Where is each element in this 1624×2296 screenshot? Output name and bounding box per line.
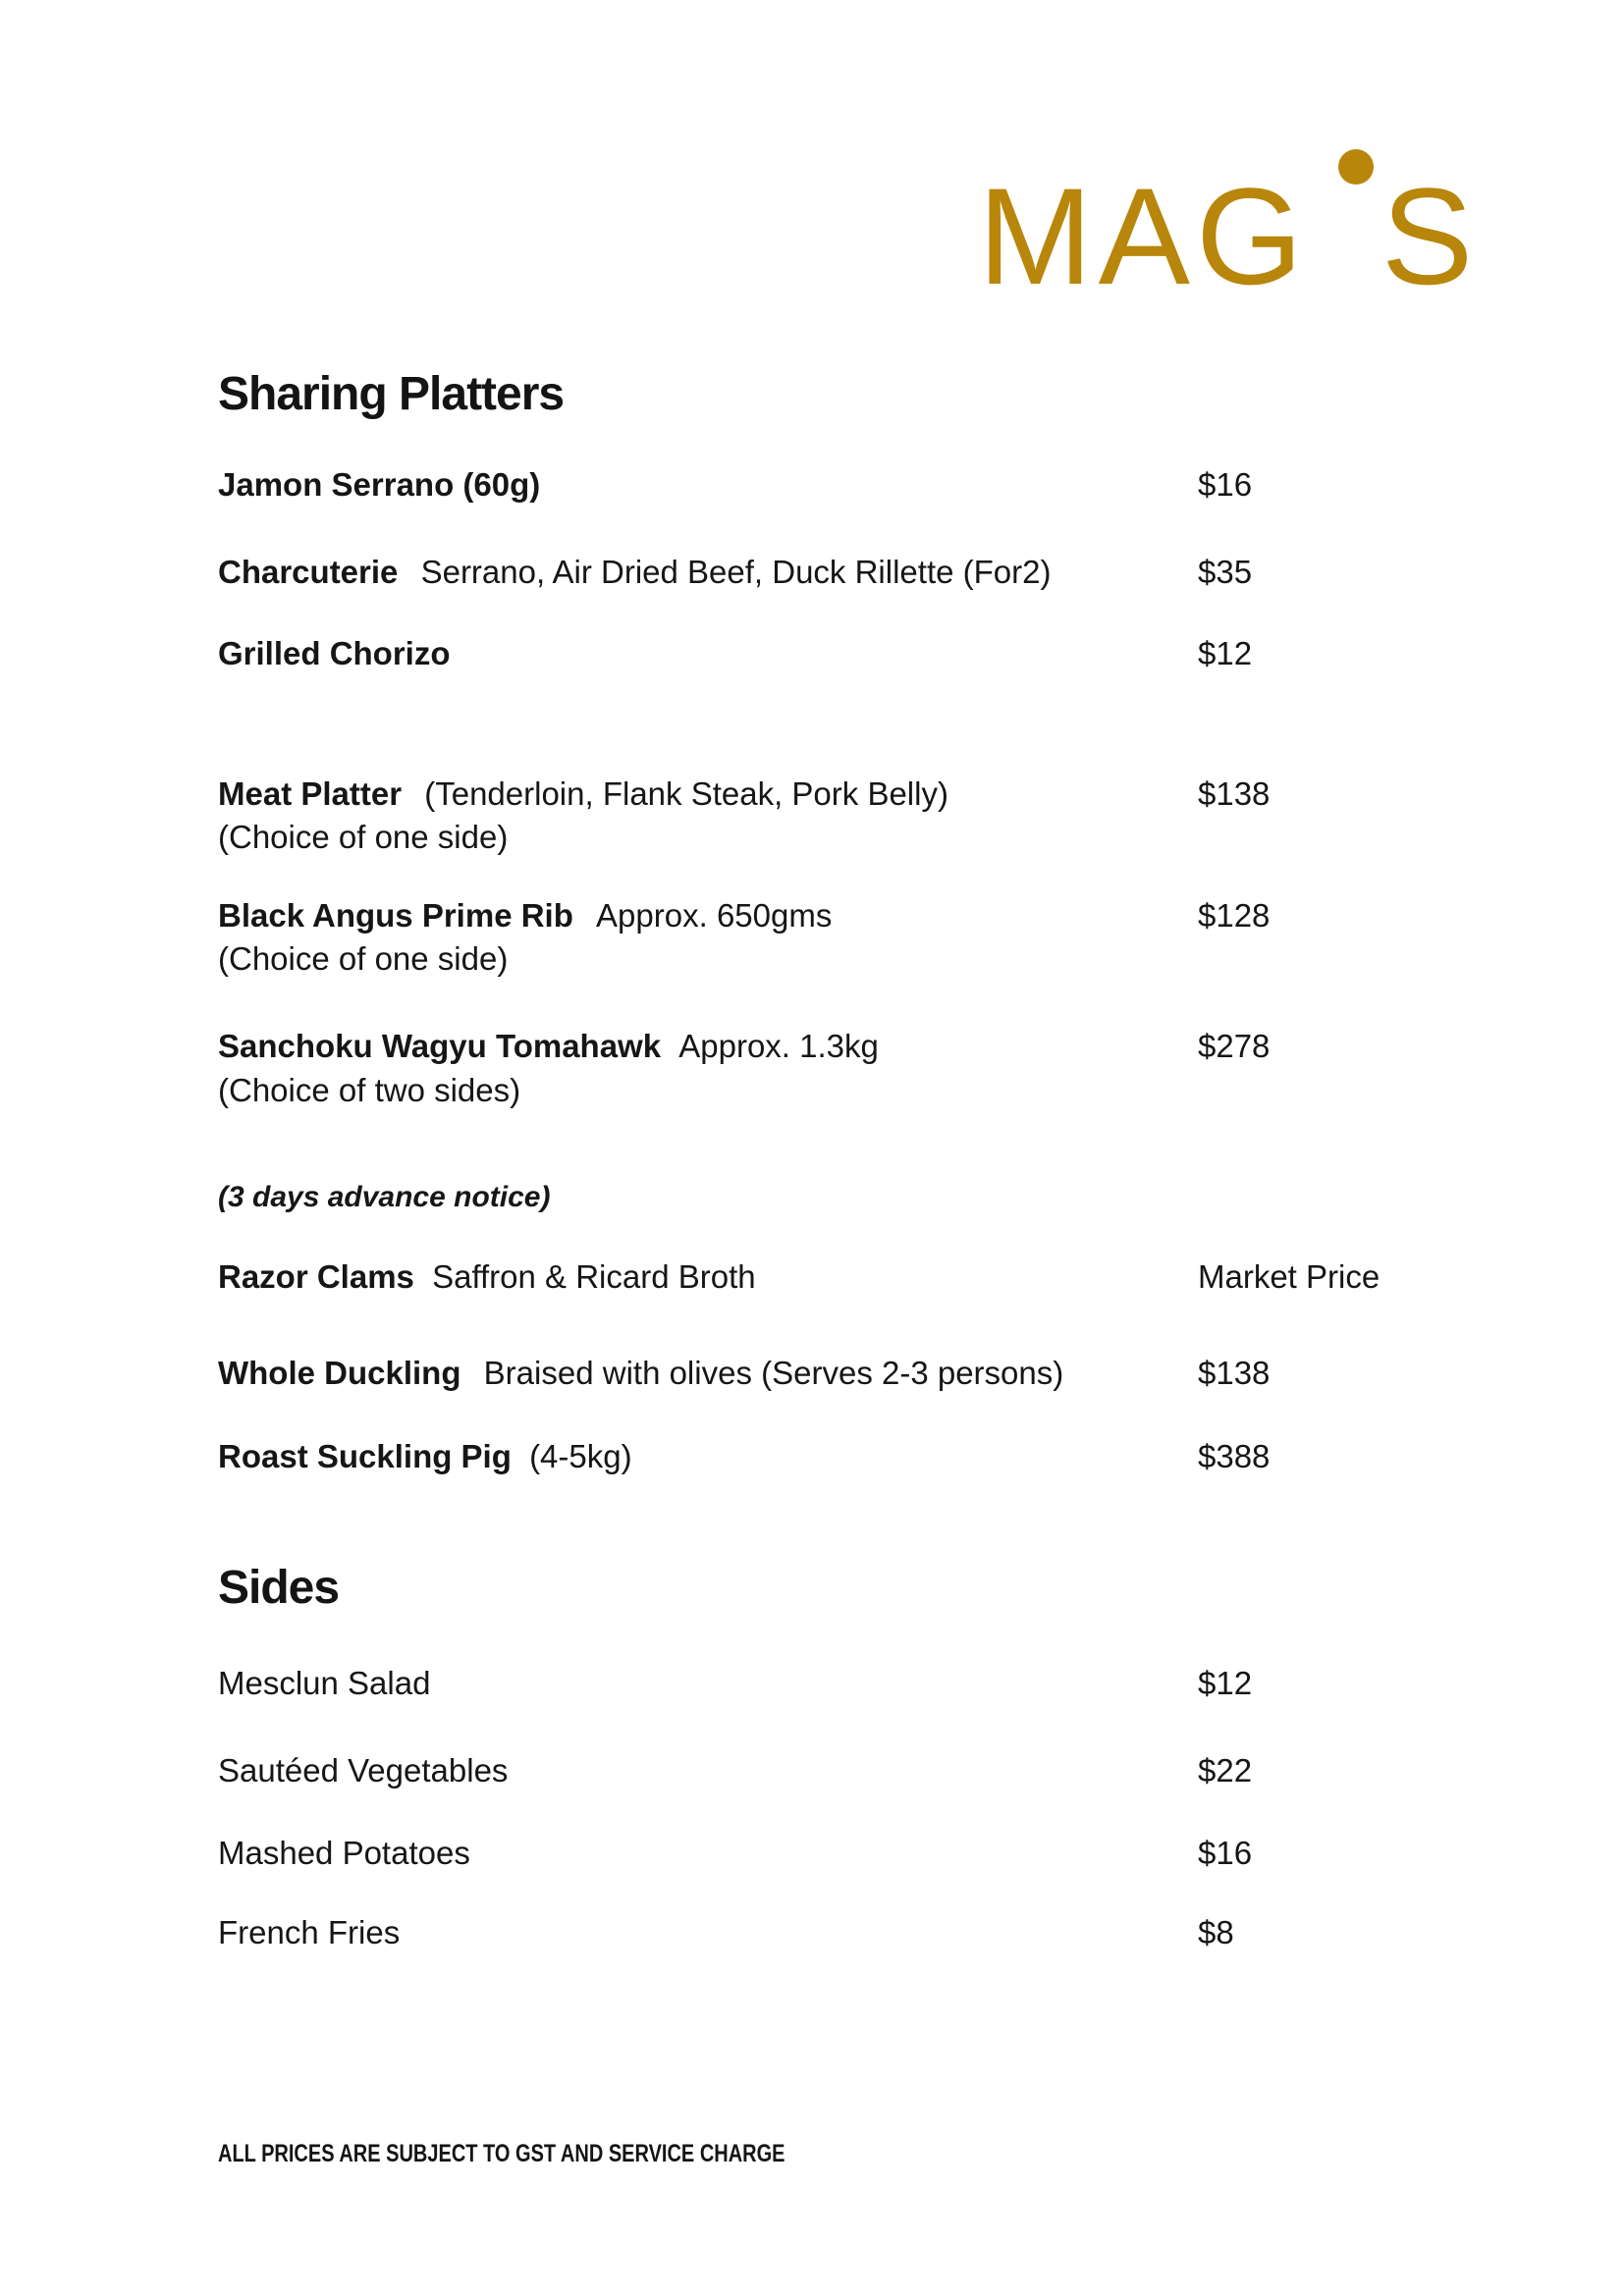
- item-price: $138: [1198, 1355, 1271, 1391]
- item-name: Sanchoku Wagyu Tomahawk: [218, 1028, 662, 1064]
- item-name: Charcuterie: [218, 554, 399, 590]
- item-name: Roast Suckling Pig: [218, 1438, 512, 1474]
- apostrophe-dot-icon: [1338, 149, 1374, 185]
- item-price: $22: [1198, 1752, 1253, 1789]
- section-title-sharing-platters: Sharing Platters: [218, 368, 565, 420]
- item-price: $128: [1198, 897, 1271, 934]
- menu-item-mesclun-salad: [0, 1667, 1624, 1699]
- item-name: Grilled Chorizo: [218, 635, 451, 671]
- item-price: $16: [1198, 1835, 1253, 1871]
- item-name: Mashed Potatoes: [218, 1835, 470, 1871]
- item-price: Market Price: [1198, 1258, 1380, 1295]
- menu-item-jamon-serrano: [0, 468, 1624, 501]
- item-price: $35: [1198, 554, 1253, 590]
- item-name: Mesclun Salad: [218, 1665, 431, 1701]
- item-note: (Choice of two sides): [218, 1072, 521, 1108]
- footer-note: ALL PRICES ARE SUBJECT TO GST AND SERVICE CHARGE: [218, 2140, 785, 2167]
- item-name: Razor Clams: [218, 1258, 414, 1295]
- item-description: Approx. 1.3kg: [678, 1028, 879, 1064]
- menu-item-roast-suckling-pig: [0, 1440, 1624, 1472]
- item-note: (Choice of one side): [218, 819, 509, 855]
- item-price: $278: [1198, 1028, 1271, 1064]
- logo-text-s: S: [1380, 159, 1480, 313]
- item-price: $388: [1198, 1438, 1271, 1474]
- section-title-sides: Sides: [218, 1562, 340, 1614]
- item-description: Approx. 650gms: [596, 897, 833, 934]
- item-name: Black Angus Prime Rib: [218, 897, 573, 934]
- menu-item-black-angus-prime-rib: [0, 899, 1624, 932]
- item-description: (4-5kg): [529, 1438, 632, 1474]
- menu-item-whole-duckling: [0, 1357, 1624, 1389]
- menu-item-sanchoku-wagyu-tomahawk: [0, 1030, 1624, 1062]
- item-price: $12: [1198, 635, 1253, 671]
- menu-item-grilled-chorizo: [0, 637, 1624, 669]
- item-price: $8: [1198, 1914, 1234, 1950]
- item-description: (Tenderloin, Flank Steak, Pork Belly): [424, 775, 948, 812]
- item-name: Jamon Serrano (60g): [218, 466, 541, 503]
- menu-item-french-fries: [0, 1916, 1624, 1949]
- item-name: Sautéed Vegetables: [218, 1752, 509, 1789]
- item-price: $16: [1198, 466, 1253, 503]
- item-description: Braised with olives (Serves 2-3 persons): [483, 1355, 1064, 1391]
- menu-item-charcuterie: [0, 556, 1624, 588]
- item-name: Meat Platter: [218, 775, 403, 812]
- item-description: Saffron & Ricard Broth: [432, 1258, 756, 1295]
- item-description: Serrano, Air Dried Beef, Duck Rillette (For2): [420, 554, 1052, 590]
- menu-item-meat-platter: [0, 777, 1624, 810]
- menu-item-sauteed-vegetables: [0, 1754, 1624, 1787]
- item-price: $138: [1198, 775, 1271, 812]
- brand-logo: [978, 159, 1480, 313]
- item-price: $12: [1198, 1665, 1253, 1701]
- item-name: Whole Duckling: [218, 1355, 461, 1391]
- menu-item-mashed-potatoes: [0, 1837, 1624, 1869]
- item-note: (Choice of one side): [218, 940, 509, 977]
- advance-notice: (3 days advance notice): [218, 1181, 551, 1213]
- logo-text-mag: MAG: [978, 159, 1309, 313]
- item-name: French Fries: [218, 1914, 401, 1950]
- menu-item-razor-clams: [0, 1260, 1624, 1293]
